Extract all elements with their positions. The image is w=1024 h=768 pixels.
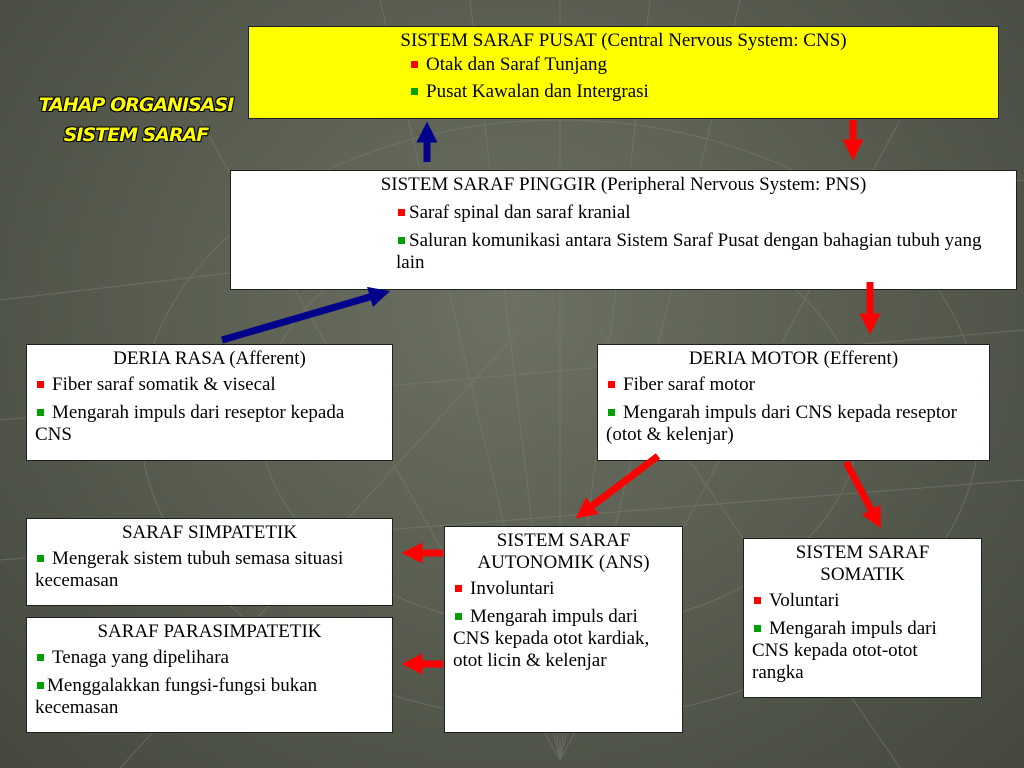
cns-item-text: Pusat Kawalan dan Intergrasi: [426, 81, 649, 102]
afferent-title: DERIA RASA (Afferent): [113, 348, 306, 369]
diagram-title-line1: TAHAP ORGANISASI: [38, 94, 234, 116]
parasimpatetik-item-text: Tenaga yang dipelihara: [52, 647, 229, 668]
arrow-efferent-to-somatik: [846, 462, 876, 519]
afferent-item-text: Fiber saraf somatik & visecal: [52, 374, 276, 395]
ans-title: SISTEM SARAF AUTONOMIK (ANS): [477, 530, 650, 573]
somatik-item-text: Mengarah impuls dari CNS kepada otot-otot rangka: [752, 618, 937, 683]
arrow-efferent-to-ans: [584, 456, 658, 512]
pns-item-text: Saraf spinal dan saraf kranial: [409, 202, 631, 223]
ans-item-text: Mengarah impuls dari CNS kepada otot kardiak, otot licin & kelenjar: [453, 606, 650, 671]
pns-item-text: Saluran komunikasi antara Sistem Saraf Pusat dengan bahagian tubuh yang lain: [396, 230, 982, 273]
efferent-title: DERIA MOTOR (Efferent): [688, 348, 899, 369]
simpatetik-item-text: Mengerak sistem tubuh semasa situasi kecemasan: [35, 548, 344, 591]
cns-title: SISTEM SARAF PUSAT (Central Nervous System: CNS): [400, 30, 847, 51]
efferent-item-text: Fiber saraf motor: [623, 374, 755, 395]
diagram-title-line2: SISTEM SARAF: [63, 124, 209, 146]
pns-title: SISTEM SARAF PINGGIR (Peripheral Nervous System: PNS): [380, 174, 867, 195]
parasimpatetik-title: SARAF PARASIMPATETIK: [97, 621, 322, 642]
afferent-item-text: Mengarah impuls dari reseptor kepada CNS: [35, 402, 345, 445]
somatik-title: SISTEM SARAF SOMATIK: [795, 542, 930, 585]
somatik-item-text: Voluntari: [769, 590, 840, 611]
parasimpatetik-item-text: Menggalakkan fungsi-fungsi bukan kecemasan: [35, 675, 318, 718]
ans-item-text: Involuntari: [470, 578, 555, 599]
efferent-item-text: Mengarah impuls dari CNS kepada reseptor (otot & kelenjar): [606, 402, 957, 445]
cns-item-text: Otak dan Saraf Tunjang: [426, 54, 608, 75]
simpatetik-title: SARAF SIMPATETIK: [121, 522, 298, 543]
arrow-afferent-to-pns: [222, 294, 380, 340]
